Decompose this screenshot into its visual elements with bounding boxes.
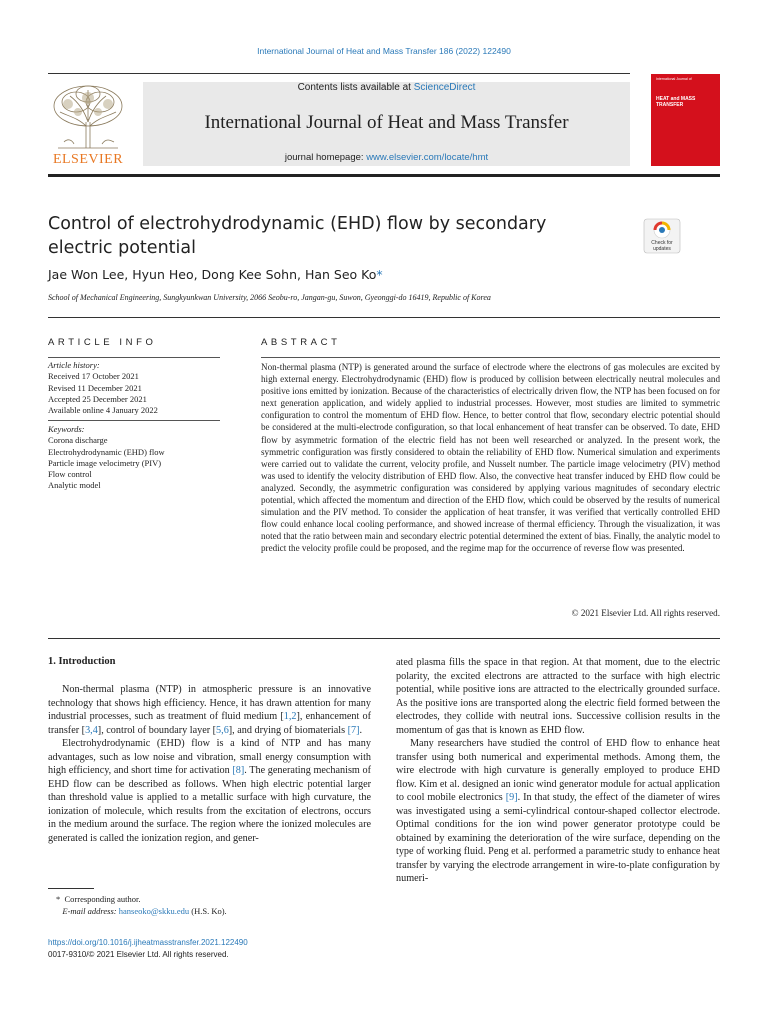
- history-accepted: Accepted 25 December 2021: [48, 393, 147, 404]
- citation-link[interactable]: 1,2: [283, 711, 297, 722]
- cover-top-text: International Journal of: [656, 77, 692, 81]
- keywords: [48, 424, 220, 492]
- elsevier-tree-icon: [48, 82, 128, 152]
- citation-link[interactable]: 3,4: [85, 724, 98, 736]
- contents-line: Contents lists available at ScienceDirect: [297, 82, 476, 93]
- abstract-label: ABSTRACT: [261, 337, 341, 348]
- article-info-label: ARTICLE INFO: [48, 337, 157, 348]
- keyword-item: Corona discharge: [48, 435, 108, 446]
- abstract-bottom-rule: [48, 638, 720, 639]
- body-column-left: [48, 683, 371, 845]
- affiliation: School of Mechanical Engineering, Sungkyunkwan University, 2066 Seobu-ro, Jangan-gu, Suwon, Gyeonggi-do 16419, Republic of Korea: [48, 293, 491, 302]
- paragraph: Electrohydrodynamic (EHD) flow is a kind of NTP and has many advantages, such as low noise and vibration, small energy consumption with high efficiency, and short time for activation [8]. The generating mechanism of EHD flow can be described as follows. When high electric potential larger than threshold value is applied to a metallic surface with high curvature, the ionization of molecule, which results from the excitation of electrons, occurs in the medium around the surface. The region where the ionized molecules are generated is called the ionization region, and gener-: [48, 738, 371, 844]
- keyword-item: Analytic model: [48, 480, 101, 491]
- cover-title: HEAT and MASS TRANSFER: [656, 96, 696, 108]
- check-line1: Check for: [651, 240, 673, 246]
- citation-link[interactable]: [8]: [232, 765, 245, 776]
- email-link[interactable]: hanseoko@skku.edu: [118, 906, 190, 916]
- author-list: Jae Won Lee, Hyun Heo, Dong Kee Sohn, Han Seo Ko*: [48, 267, 383, 282]
- journal-cover-image[interactable]: [651, 74, 720, 166]
- header-thick-rule: [48, 174, 720, 177]
- paragraph: ated plasma fills the space in that region. At that moment, due to the electric polarity, the excited electrons are attracted to the surface with high electric potential, while positive ions are attracted to the electrically grounded surface. As the positive ions are transported along the electric field formed between the electrodes, they collide with neutral ions. Successive collision results in the momentum of gas that is known as EHD flow.: [396, 657, 720, 736]
- paragraph: Many researchers have studied the control of EHD flow to enhance heat transfer using both numerical and experimental methods. Among them, the wire electrode with high curvature is generally employed to produce EHD flow. Kim et al. designed an ionic wind generator module for actual application to cool mobile electronics [9]. In that study, the effect of the diameter of wires was investigated using a semi-cylindrical contour-shaped collector electrode. Optimal conditions for the ion wind power generator prototype could be obtained by examining the deterioration of the wire surface, depending on the type of working fluid. Peng et al. performed a parametric study to enhance heat transfer by varying the electrode arrangement in wire-to-plate configuration by numeri-: [396, 738, 720, 884]
- check-for-updates-badge[interactable]: [643, 218, 681, 254]
- paragraph: Non-thermal plasma (NTP) in atmospheric pressure is an innovative technology that shows high efficiency. Hence, it has drawn attention for many industrial processes, such as treatment of fluid medium [1,2], enhancement of transfer [3,4], control of boundary layer [5,6], and drying of biomaterials [7].: [48, 684, 371, 736]
- history-received: Received 17 October 2021: [48, 371, 139, 382]
- keyword-item: Flow control: [48, 469, 92, 480]
- sciencedirect-link[interactable]: ScienceDirect: [413, 82, 476, 93]
- abstract-rule: [261, 357, 720, 358]
- history-revised: Revised 11 December 2021: [48, 382, 142, 393]
- abstract-copyright: © 2021 Elsevier Ltd. All rights reserved.: [571, 608, 720, 618]
- header-rule: [48, 73, 630, 74]
- keywords-heading: Keywords:: [48, 424, 85, 434]
- homepage-link[interactable]: www.elsevier.com/locate/hmt: [366, 152, 489, 163]
- citation-link[interactable]: [9]: [505, 792, 518, 803]
- keyword-item: Electrohydrodynamic (EHD) flow: [48, 446, 165, 457]
- corresponding-note: * Corresponding author.: [56, 894, 141, 904]
- footnote: [56, 893, 376, 917]
- homepage-line: journal homepage: www.elsevier.com/locate/hmt: [284, 152, 489, 163]
- elsevier-wordmark: ELSEVIER: [52, 152, 124, 167]
- article-info-rule: [48, 357, 220, 358]
- history-heading: Article history:: [48, 360, 100, 370]
- check-line2: updates: [653, 246, 671, 252]
- issn-line: 0017-9310/© 2021 Elsevier Ltd. All rights reserved.: [48, 950, 229, 959]
- article-history: [48, 360, 220, 416]
- citation-link[interactable]: 5,6: [216, 724, 229, 736]
- footnote-rule: [48, 888, 94, 889]
- doi-link[interactable]: https://doi.org/10.1016/j.ijheatmasstransfer.2021.122490: [48, 938, 248, 947]
- affiliation-rule: [48, 317, 720, 318]
- journal-citation[interactable]: International Journal of Heat and Mass Transfer 186 (2022) 122490: [257, 46, 511, 56]
- keyword-item: Particle image velocimetry (PIV): [48, 457, 162, 468]
- email-note: E-mail address: hanseoko@skku.edu (H.S. Ko).: [62, 906, 227, 916]
- body-column-right: [396, 656, 720, 886]
- section-heading-introduction: 1. Introduction: [48, 656, 116, 667]
- abstract-text: Non-thermal plasma (NTP) is generated around the surface of electrode where the electrons of gas molecules are excited by high external energy. Electrohydrodynamic (EHD) flow is produced by collision between electrically neutral molecules and positive ions emitted by ionization. Because of the characteristics of electrically driven flow, the NTP has been focused on for next generation application, and widely applied to industrial processes. However, most studies are limited to symmetric configuration to control the momentum of EHD flow. Hence, to better control that flow, secondary electric potential should be considered at the multi-electrode configuration, so that local enhancement of heat transfer can be observed. To date, EHD flow by asymmetric formation of the electric field has not been well researched or analyzed. In the present work, the symmetric configuration was firstly considered to obtain the reliability of EHD flow. Numerical simulation and experiments were carried out to validate the current, velocity profile, and Nusselt number. The particle image velocimetry (PIV) method was used to identify the velocity distribution of EHD flow. Also, the convective heat transfer induced by EHD flow could be analyzed. Secondly, the asymmetric configuration was considered by applying various magnitudes of secondary electric potential, which affected the momentum and direction of the EHD flow, which could be observed by the results of numerical simulation and the PIV method. To consider the application of heat transfer, it was verified that vertically controlled EHD flow could enhance local cooling performance, and showed increase of thermal efficiency. Through the visualization, it was noted that the ratio between main and secondary electric potential determined the extent of bias. Finally, the analytic model to predict the velocity profile could be proposed, and the regime map for the occurrence of reverse flow was presented.: [261, 362, 720, 554]
- history-online: Available online 4 January 2022: [48, 405, 158, 416]
- citation-link[interactable]: [7]: [347, 724, 360, 736]
- check-updates-icon: [643, 218, 681, 254]
- article-title: Control of electrohydrodynamic (EHD) flow by secondary electric potential: [48, 214, 547, 258]
- journal-title: International Journal of Heat and Mass Transfer: [204, 112, 569, 133]
- keywords-rule: [48, 420, 220, 421]
- corresponding-author-mark[interactable]: *: [376, 267, 383, 282]
